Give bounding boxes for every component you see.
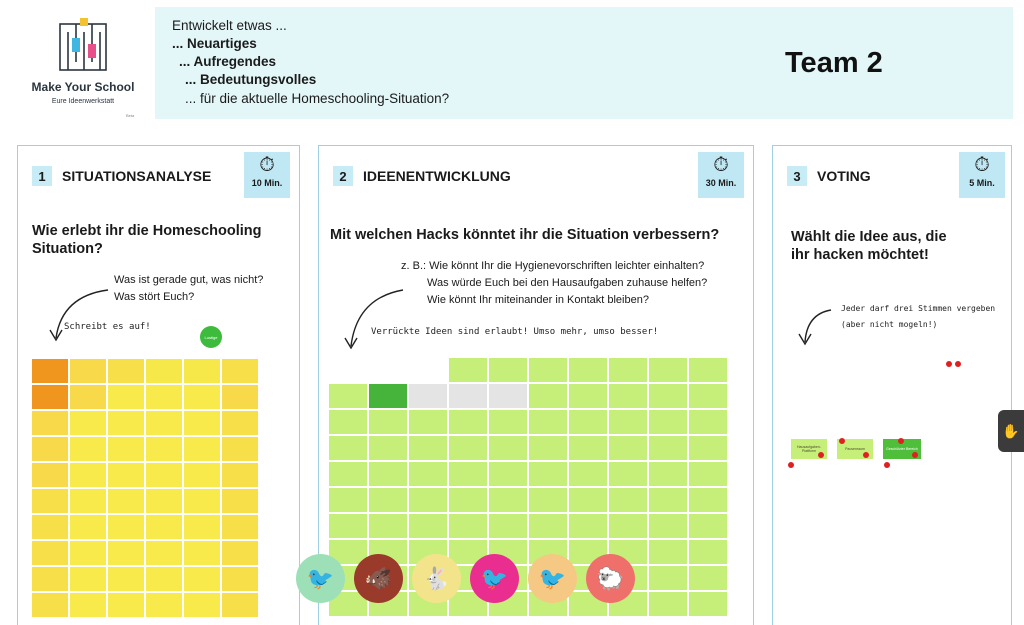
panel-1-title: SITUATIONSANALYSE [62, 168, 212, 184]
sticky-note[interactable] [649, 566, 687, 590]
panel-3-header [787, 166, 871, 186]
voting-note-1[interactable]: Hausaufgaben-Plattform [791, 439, 827, 459]
sticky-note[interactable] [184, 489, 220, 513]
banner-line-3: ... Aufregendes [179, 54, 277, 69]
sticky-note[interactable] [222, 541, 258, 565]
sticky-note[interactable] [184, 437, 220, 461]
sticky-note[interactable] [449, 384, 487, 408]
sticky-note[interactable] [449, 462, 487, 486]
sticky-note[interactable] [32, 593, 68, 617]
boar-avatar[interactable]: 🐗 [354, 554, 403, 603]
sticky-note[interactable] [689, 488, 727, 512]
sticky-note[interactable] [222, 567, 258, 591]
sticky-note[interactable] [222, 411, 258, 435]
sticky-note[interactable] [489, 462, 527, 486]
sticky-note[interactable] [108, 437, 144, 461]
sticky-note[interactable] [609, 514, 647, 538]
sticky-note[interactable] [489, 514, 527, 538]
vote-dot[interactable] [898, 438, 904, 444]
sticky-note[interactable] [32, 489, 68, 513]
sticky-note[interactable] [184, 593, 220, 617]
voting-panel[interactable] [772, 145, 1012, 625]
sticky-note[interactable] [609, 358, 647, 382]
sticky-note[interactable] [409, 358, 447, 382]
sticky-note[interactable] [70, 385, 106, 409]
sticky-note[interactable] [108, 567, 144, 591]
sticky-note[interactable] [222, 437, 258, 461]
panel-1-instruction: Schreibt es auf! [64, 322, 151, 332]
sticky-note[interactable] [184, 463, 220, 487]
sticky-note[interactable] [529, 410, 567, 434]
sticky-note[interactable] [369, 410, 407, 434]
sticky-note[interactable] [32, 567, 68, 591]
curved-arrow-icon [795, 306, 835, 348]
panel-1-hint-2: Was stört Euch? [114, 291, 195, 303]
sticky-note[interactable] [489, 410, 527, 434]
sticky-note[interactable] [70, 489, 106, 513]
sticky-note[interactable] [222, 515, 258, 539]
sticky-note[interactable] [449, 488, 487, 512]
sticky-note[interactable] [32, 437, 68, 461]
bird-avatar-3[interactable]: 🐦 [528, 554, 577, 603]
sticky-note[interactable] [449, 514, 487, 538]
sticky-note[interactable] [329, 514, 367, 538]
sticky-note[interactable] [329, 410, 367, 434]
sticky-note[interactable] [689, 410, 727, 434]
sticky-note[interactable] [569, 514, 607, 538]
green-circle-note[interactable]: Lustige [200, 326, 222, 348]
panel-2-number: 2 [333, 166, 353, 186]
panel-1-header [32, 166, 211, 186]
sticky-note[interactable] [649, 540, 687, 564]
sticky-note[interactable] [70, 593, 106, 617]
logo-title: Make Your School [31, 80, 135, 94]
sticky-note[interactable] [689, 540, 727, 564]
sticky-note[interactable] [569, 410, 607, 434]
curved-arrow-icon [42, 286, 112, 346]
stopwatch-icon: ⏱ [974, 154, 990, 176]
sticky-note[interactable] [609, 462, 647, 486]
sticky-note[interactable] [409, 410, 447, 434]
sticky-note[interactable] [146, 463, 182, 487]
sticky-note[interactable] [184, 385, 220, 409]
sticky-note[interactable] [146, 567, 182, 591]
banner-line-4: ... Bedeutungsvolles [185, 72, 317, 87]
sticky-note[interactable] [146, 437, 182, 461]
sticky-note[interactable] [329, 462, 367, 486]
sticky-note[interactable] [329, 436, 367, 460]
sticky-note[interactable] [529, 514, 567, 538]
sticky-note[interactable] [70, 541, 106, 565]
sticky-note[interactable] [70, 567, 106, 591]
sticky-note[interactable] [108, 515, 144, 539]
sticky-note[interactable] [146, 593, 182, 617]
panel-2-timer [698, 152, 744, 198]
sticky-notes-grid-1[interactable] [32, 359, 258, 617]
sticky-note[interactable] [529, 488, 567, 512]
sticky-note[interactable] [146, 359, 182, 383]
sticky-note[interactable] [32, 359, 68, 383]
sticky-note[interactable] [449, 410, 487, 434]
sticky-note[interactable] [689, 436, 727, 460]
sticky-note[interactable] [409, 514, 447, 538]
voting-note-3[interactable]: Geschützter Bereich [883, 439, 921, 459]
panel-3-instruction-2: (aber nicht mogeln!) [841, 320, 938, 329]
sticky-note[interactable] [222, 489, 258, 513]
vote-dot[interactable] [946, 361, 952, 367]
sticky-note[interactable] [32, 385, 68, 409]
sticky-note[interactable] [329, 488, 367, 512]
panel-3-title: VOTING [817, 168, 871, 184]
sticky-note[interactable] [184, 359, 220, 383]
sticky-note[interactable] [609, 384, 647, 408]
sticky-note[interactable] [609, 436, 647, 460]
sticky-note[interactable] [569, 358, 607, 382]
sticky-note[interactable] [409, 384, 447, 408]
panel-2-hint-2: Was würde Euch bei den Hausaufgaben zuhause helfen? [427, 277, 708, 289]
sticky-note[interactable] [184, 515, 220, 539]
sticky-note[interactable] [369, 488, 407, 512]
sticky-note[interactable] [32, 541, 68, 565]
sticky-note[interactable] [529, 462, 567, 486]
situation-analysis-panel[interactable] [17, 145, 300, 625]
sticky-note[interactable] [146, 515, 182, 539]
sticky-note[interactable] [449, 436, 487, 460]
sticky-note[interactable] [489, 358, 527, 382]
sticky-note[interactable] [649, 592, 687, 616]
vote-dot[interactable] [863, 452, 869, 458]
sticky-note[interactable] [569, 436, 607, 460]
vote-dot[interactable] [912, 452, 918, 458]
sticky-note[interactable] [222, 385, 258, 409]
vote-dot[interactable] [955, 361, 961, 367]
panel-2-instruction: Verrückte Ideen sind erlaubt! Umso mehr, umso besser! [371, 327, 659, 337]
sticky-note[interactable] [489, 384, 527, 408]
sticky-note[interactable] [649, 514, 687, 538]
sticky-note[interactable] [409, 436, 447, 460]
curved-arrow-icon [339, 284, 409, 354]
sticky-note[interactable] [146, 411, 182, 435]
sheep-avatar[interactable]: 🐑 [586, 554, 635, 603]
panel-1-number: 1 [32, 166, 52, 186]
banner-line-5: ... für die aktuelle Homeschooling-Situation? [185, 91, 450, 106]
panel-2-hint-3: Wie könnt Ihr miteinander in Kontakt bleiben? [427, 294, 649, 306]
sticky-note[interactable] [569, 462, 607, 486]
sticky-note[interactable] [569, 488, 607, 512]
sticky-note[interactable] [369, 358, 407, 382]
sticky-note[interactable] [146, 489, 182, 513]
sticky-note[interactable] [108, 411, 144, 435]
sticky-note[interactable] [369, 384, 407, 408]
sticky-note[interactable] [649, 410, 687, 434]
sticky-note[interactable] [649, 358, 687, 382]
sticky-note[interactable] [609, 410, 647, 434]
sticky-note[interactable] [108, 593, 144, 617]
sticky-note[interactable] [146, 385, 182, 409]
banner-line-1: Entwickelt etwas ... [172, 18, 287, 33]
voting-note-2[interactable]: Pausenraum [837, 439, 873, 459]
sticky-note[interactable] [489, 488, 527, 512]
team-title: Team 2 [785, 47, 883, 79]
sticky-note[interactable] [529, 436, 567, 460]
sticky-note[interactable] [489, 436, 527, 460]
sticky-note[interactable] [689, 384, 727, 408]
panel-2-title: IDEENENTWICKLUNG [363, 168, 511, 184]
vote-dot[interactable] [884, 462, 890, 468]
sticky-note[interactable] [529, 358, 567, 382]
sticky-note[interactable] [649, 384, 687, 408]
sticky-note[interactable] [222, 359, 258, 383]
vote-dot[interactable] [839, 438, 845, 444]
make-your-school-logo [28, 14, 138, 122]
sticky-note[interactable] [369, 436, 407, 460]
sticky-note[interactable] [649, 462, 687, 486]
bird-avatar-2[interactable]: 🐦 [470, 554, 519, 603]
idea-development-panel[interactable] [318, 145, 754, 625]
sticky-note[interactable] [70, 411, 106, 435]
sticky-note[interactable] [609, 488, 647, 512]
bird-avatar[interactable]: 🐦 [296, 554, 345, 603]
sticky-note[interactable] [649, 436, 687, 460]
sticky-note[interactable] [222, 593, 258, 617]
sticky-note[interactable] [184, 567, 220, 591]
logo-tagline: Eure Ideenwerkstatt [51, 98, 115, 105]
sticky-note[interactable] [369, 514, 407, 538]
panel-3-timer-label: 5 Min. [969, 178, 995, 188]
stopwatch-icon: ⏱ [259, 154, 275, 176]
vote-dot[interactable] [818, 452, 824, 458]
stopwatch-icon: ⏱ [713, 154, 729, 176]
sticky-note[interactable] [689, 592, 727, 616]
sticky-note[interactable] [108, 489, 144, 513]
sticky-note[interactable] [529, 384, 567, 408]
sticky-note[interactable] [70, 437, 106, 461]
sticky-note[interactable] [329, 358, 367, 382]
sticky-note[interactable] [409, 488, 447, 512]
sticky-note[interactable] [108, 463, 144, 487]
sticky-note[interactable] [108, 385, 144, 409]
banner-line-2: ... Neuartiges [172, 36, 257, 51]
hand-icon[interactable]: ✋ [998, 410, 1024, 452]
sticky-note[interactable] [222, 463, 258, 487]
sticky-note[interactable] [108, 359, 144, 383]
sticky-note[interactable] [32, 463, 68, 487]
logo-small-text: Beta [126, 113, 135, 118]
sticky-note[interactable] [184, 541, 220, 565]
sticky-note[interactable] [32, 515, 68, 539]
logo-icon [28, 14, 138, 78]
sticky-note[interactable] [409, 462, 447, 486]
sticky-note[interactable] [329, 384, 367, 408]
sticky-note[interactable] [689, 566, 727, 590]
sticky-note[interactable] [689, 358, 727, 382]
panel-3-question: Wählt die Idee aus, die ihr hacken möchtet! [791, 229, 947, 263]
sticky-note[interactable] [32, 411, 68, 435]
sticky-note[interactable] [649, 488, 687, 512]
panel-2-header [333, 166, 511, 186]
sticky-note[interactable] [689, 514, 727, 538]
panel-1-timer [244, 152, 290, 198]
challenge-banner [155, 7, 1013, 119]
sticky-note[interactable] [70, 515, 106, 539]
panel-3-number: 3 [787, 166, 807, 186]
sticky-note[interactable] [449, 358, 487, 382]
rabbit-avatar[interactable]: 🐇 [412, 554, 461, 603]
sticky-note[interactable] [184, 411, 220, 435]
sticky-note[interactable] [108, 541, 144, 565]
sticky-note[interactable] [70, 463, 106, 487]
panel-3-timer [959, 152, 1005, 198]
sticky-note[interactable] [569, 384, 607, 408]
sticky-note[interactable] [70, 359, 106, 383]
panel-2-question: Mit welchen Hacks könntet ihr die Situation verbessern? [330, 227, 720, 243]
sticky-note[interactable] [689, 462, 727, 486]
vote-dot[interactable] [788, 462, 794, 468]
panel-3-instruction-1: Jeder darf drei Stimmen vergeben [841, 304, 996, 313]
panel-2-timer-label: 30 Min. [705, 178, 737, 188]
sticky-note[interactable] [146, 541, 182, 565]
panel-1-timer-label: 10 Min. [251, 178, 283, 188]
panel-1-question: Wie erlebt ihr die Homeschooling Situation? [32, 223, 262, 257]
sticky-note[interactable] [369, 462, 407, 486]
panel-1-hint-1: Was ist gerade gut, was nicht? [114, 274, 264, 286]
panel-2-hint-1: z. B.: Wie könnt Ihr die Hygienevorschriften leichter einhalten? [401, 260, 705, 272]
